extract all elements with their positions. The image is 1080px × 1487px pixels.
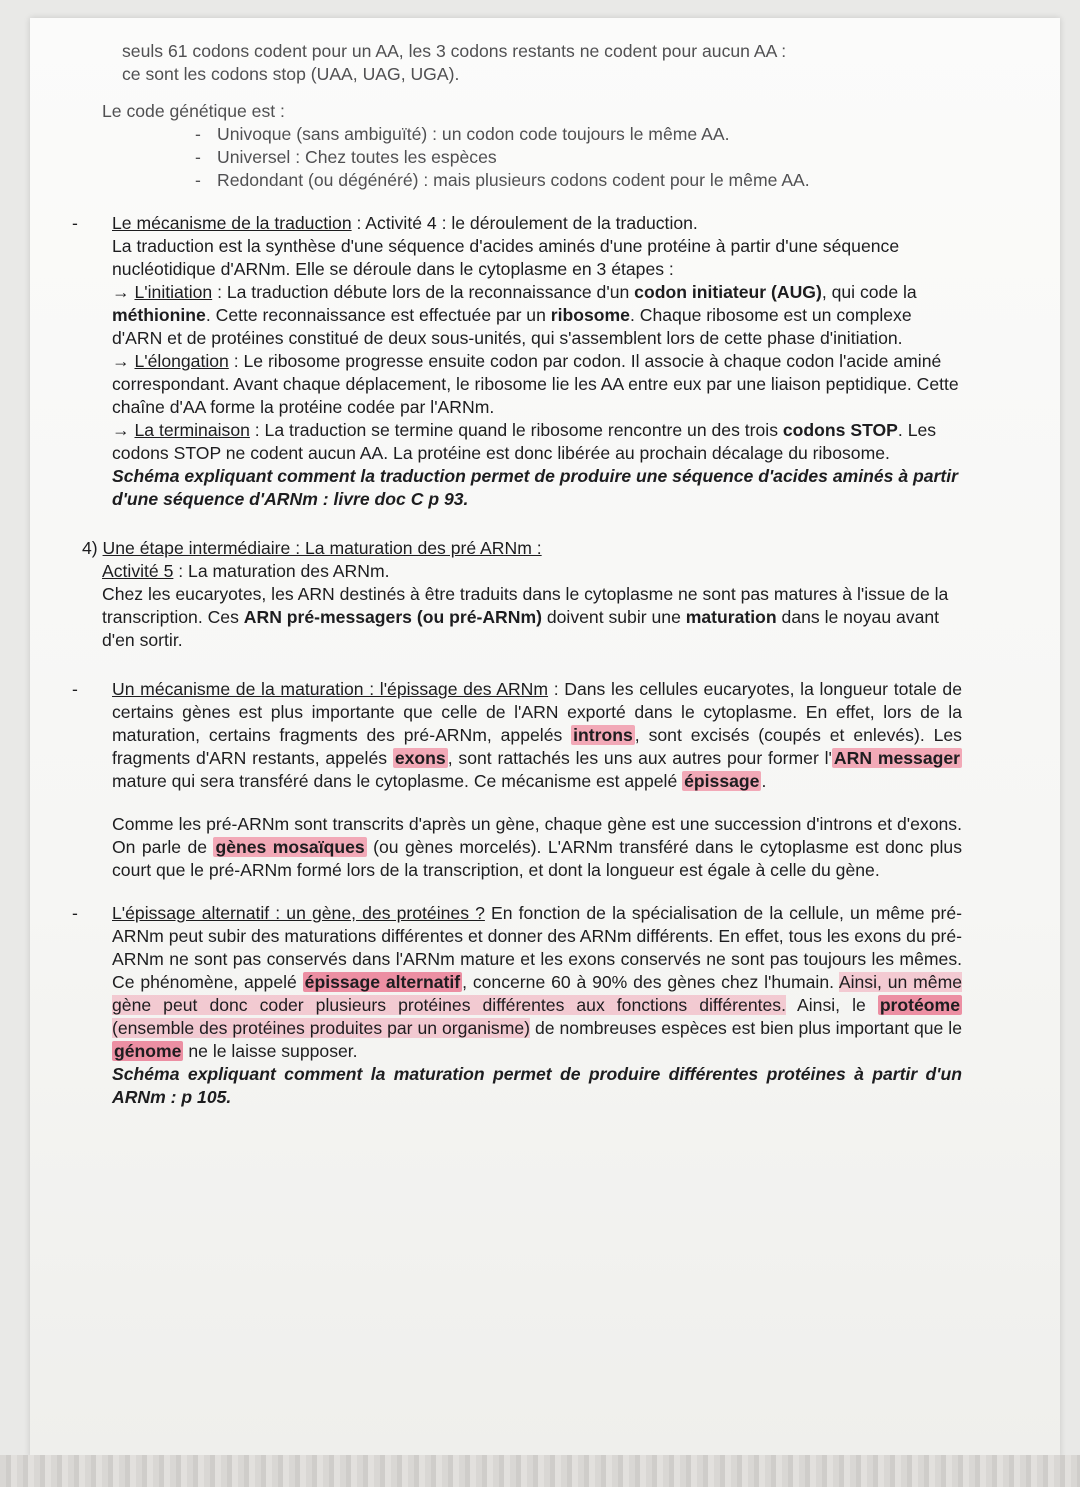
elongation-paragraph: → L'élongation : Le ribosome progresse ensuite codon par codon. Il associe à chaque codon l'acide aminé correspondant. Avant chaque déplacement, le ribosome lie les AA entre eux par une liaison peptidique. Cette chaîne d'AA forme la protéine codée par l'ARNm. (112, 351, 959, 417)
genes-mosaiques-highlight: gènes mosaïques (215, 837, 365, 857)
alternative-splicing-paragraph (112, 902, 962, 1063)
splicing-text-d: mature qui sera transféré dans le cytoplasme. Ce mécanisme est appelé (112, 771, 683, 791)
stop-codons: codons STOP (782, 420, 898, 440)
alternative-text-e: ne le laisse supposer. (183, 1041, 358, 1061)
introns-highlight: introns (573, 725, 633, 745)
genetic-code-properties (102, 123, 962, 192)
initiation-text-a: : La traduction débute lors de la reconnaissance d'un (212, 282, 635, 302)
intro-line-1: seuls 61 codons codent pour un AA, les 3 codons restants ne codent pour aucun AA : (122, 41, 787, 61)
genome-highlight: génome (114, 1041, 182, 1061)
termination-paragraph: → La terminaison : La traduction se termine quand le ribosome rencontre un des trois codons STOP. Les codons STOP ne codent aucun AA. La protéine est donc libérée au prochain décalage du ribosome. (112, 420, 937, 463)
maturation-intro-a: Chez les eucaryotes, les ARN destinés à être traduits dans le cytoplasme ne sont pas matures à l'issue de la transcription. Ces (102, 584, 949, 627)
multi-protein-sentence: Ainsi, un même gène peut donc coder plusieurs protéines différentes aux fonctions différentes. (112, 972, 963, 1015)
arn-messager-highlight: ARN messager (833, 748, 960, 768)
splicing-text-a: : Dans les cellules eucaryotes, la longueur totale de certains gènes est plus importante que celle de l'ARN exporté dans le cytoplasme. En effet, lors de la maturation, certains fragments des pré-ARNm, appelés (112, 679, 962, 745)
splicing-text-e: . (761, 771, 767, 791)
methionine: méthionine (112, 305, 206, 325)
termination-label: La terminaison (134, 420, 250, 440)
table-edge (0, 1455, 1080, 1487)
mosaic-genes-paragraph (112, 813, 962, 882)
property-redondant: - Redondant (ou dégénéré) : mais plusieurs codons codent pour le même AA. (217, 169, 962, 192)
pre-arnm-term: ARN pré-messagers (ou pré-ARNm) (243, 607, 542, 627)
maturation-heading-number: 4) (82, 538, 103, 558)
termination-text-a: : La traduction se termine quand le ribosome rencontre un des trois (249, 420, 783, 440)
translation-schema-note: Schéma expliquant comment la traduction permet de produire une séquence d'acides aminés à partir d'une séquence d'ARNm : livre doc C p 93. (112, 466, 958, 509)
maturation-intro (102, 583, 962, 652)
proteome-definition: (ensemble des protéines produites par un organisme) (112, 1018, 531, 1038)
alternative-text-b: , concerne 60 à 90% des gènes chez l'humain. (462, 972, 839, 992)
mosaic-text-a: Comme les pré-ARNm sont transcrits d'après un gène, chaque gène est une succession d'introns et d'exons. On parle de (112, 814, 962, 857)
epissage-alternatif-highlight: épissage alternatif (304, 972, 461, 992)
intro-line-2: ce sont les codons stop (UAA, UAG, UGA). (122, 64, 460, 84)
property-univoque: - Univoque (sans ambiguïté) : un codon code toujours le même AA. (217, 123, 962, 146)
elongation-text: : Le ribosome progresse ensuite codon par codon. Il associe à chaque codon l'acide aminé correspondant. Avant chaque déplacement, le ribosome lie les AA entre eux par une liaison peptidique. Cette chaîne d'AA forme la protéine codée par l'ARNm. (112, 351, 959, 417)
elongation-label: L'élongation (134, 351, 229, 371)
translation-intro: La traduction est la synthèse d'une séquence d'acides aminés d'une protéine à partir d'une séquence nucléotidique d'ARNm. Elle se déroule dans le cytoplasme en 3 étapes : (112, 236, 900, 279)
translation-heading (112, 212, 962, 235)
ribosome-term: ribosome (550, 305, 630, 325)
intro-block (82, 40, 962, 86)
maturation-intro-b: doivent subir une (541, 607, 686, 627)
activity-5-text: : La maturation des ARNm. (173, 561, 390, 581)
maturation-term: maturation (685, 607, 777, 627)
maturation-intro-c: dans le noyau avant d'en sortir. (102, 607, 940, 650)
initiation-label: L'initiation (134, 282, 213, 302)
mosaic-text-b: (ou gènes morcelés). L'ARNm transféré dans le cytoplasme est donc plus court que le pré-ARNm formé lors de la transcription, et dont la longueur est égale à celle du gène. (112, 837, 963, 880)
document-body (82, 40, 962, 1109)
exons-highlight: exons (394, 748, 446, 768)
activity-5 (102, 560, 962, 583)
splicing-title: Un mécanisme de la maturation : l'épissage des ARNm (112, 679, 549, 699)
termination-text-b: . Les codons STOP ne codent aucun AA. La protéine est donc libérée au prochain décalage du ribosome. (112, 420, 937, 463)
alternative-text-c: Ainsi, le (785, 995, 878, 1015)
alternative-splicing-section (82, 902, 962, 1109)
initiator-codon: codon initiateur (AUG) (634, 282, 822, 302)
initiation-text-c: . Cette reconnaissance est effectuée par un (205, 305, 551, 325)
maturation-schema-note: Schéma expliquant comment la maturation permet de produire différentes protéines à partir d'un ARNm : p 105. (112, 1064, 962, 1107)
alternative-text-d: de nombreuses espèces est bien plus important que le (530, 1018, 962, 1038)
genetic-code-block (82, 100, 962, 192)
splicing-text-b: , sont excisés (coupés et enlevés). Les fragments d'ARN restants, appelés (112, 725, 962, 768)
splicing-section (82, 678, 962, 882)
maturation-heading (82, 537, 962, 560)
translation-title: Le mécanisme de la traduction (112, 213, 352, 233)
translation-activity: : Activité 4 : le déroulement de la traduction. (351, 213, 698, 233)
splicing-text-c: , sont rattachés les uns aux autres pour former l' (447, 748, 832, 768)
property-universel: - Universel : Chez toutes les espèces (217, 146, 962, 169)
translation-section (82, 212, 962, 511)
maturation-heading-text: Une étape intermédiaire : La maturation des pré ARNm : (102, 538, 542, 558)
initiation-paragraph: → L'initiation : La traduction débute lors de la reconnaissance d'un codon initiateur (AUG), qui code la méthionine. Cette reconnaissance est effectuée par un ribosome. Chaque ribosome est un complexe d'ARN et de protéines constitué de deux sous-unités, qui s'assemblent lors de cette phase d'initiation. (112, 282, 917, 348)
initiation-text-d: . Chaque ribosome est un complexe d'ARN et de protéines constitué de deux sous-unités, qui s'assemblent lors de cette phase d'initiation. (112, 305, 912, 348)
alternative-text-a: En fonction de la spécialisation de la cellule, un même pré-ARNm peut subir des maturations différentes et donner des ARNm différents. En effet, tous les exons du pré-ARNm ne sont pas conservés dans l'ARNm mature et les exons conservés ne sont pas toujours les mêmes. Ce phénomène, appelé (112, 903, 962, 992)
proteome-highlight: protéome (879, 995, 960, 1015)
activity-5-label: Activité 5 (102, 561, 174, 581)
splicing-paragraph (112, 678, 962, 793)
epissage-highlight: épissage (684, 771, 760, 791)
initiation-text-b: , qui code la (821, 282, 917, 302)
genetic-code-title: Le code génétique est : (102, 101, 285, 121)
alternative-splicing-title: L'épissage alternatif : un gène, des protéines ? (112, 903, 485, 923)
maturation-section (82, 537, 962, 652)
